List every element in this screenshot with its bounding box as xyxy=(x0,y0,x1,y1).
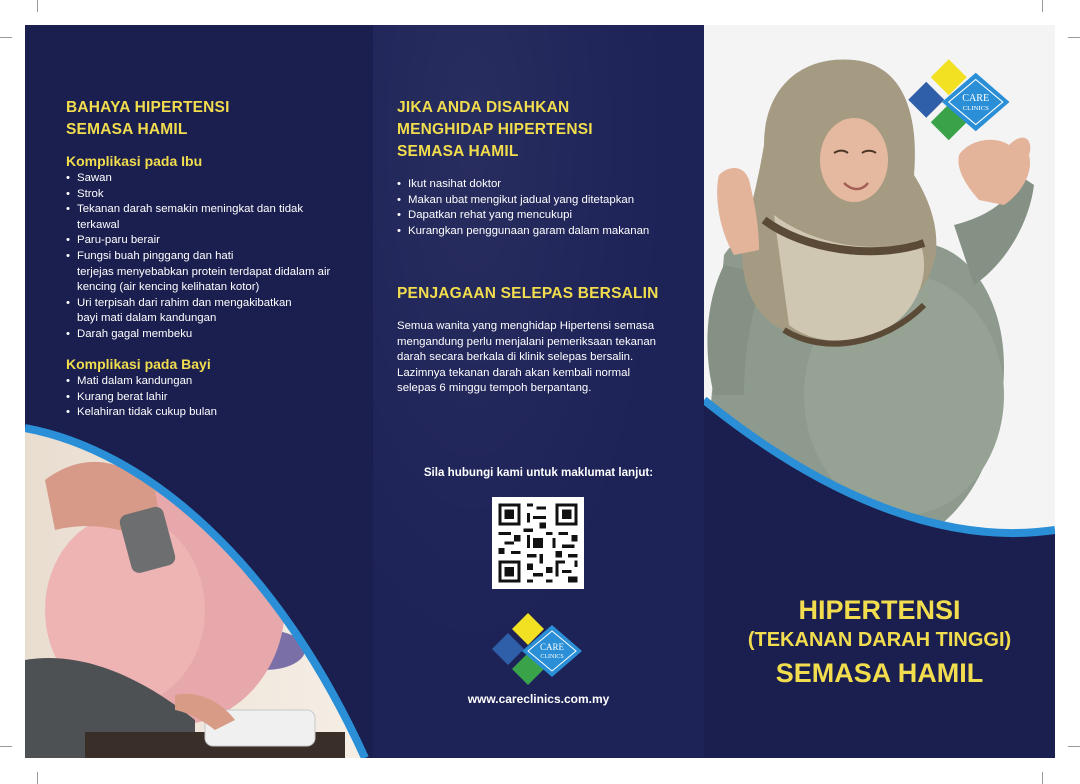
diagnosed-heading-line: MENGHIDAP HIPERTENSI xyxy=(397,121,593,138)
crop-mark xyxy=(1068,746,1080,747)
baby-complications-heading: Komplikasi pada Bayi xyxy=(66,356,211,372)
list-item-line: terkawal xyxy=(77,218,120,231)
cover-title-line: SEMASA HAMIL xyxy=(775,658,984,688)
paragraph-line: Lazimnya tekanan darah akan kembali normal xyxy=(397,366,631,379)
list-item-line: terjejas menyebabkan protein terdapat didalam air xyxy=(77,265,331,278)
list-item-line: Fungsi buah pinggang dan hati xyxy=(77,249,234,262)
postnatal-paragraph xyxy=(397,319,682,397)
diagnosed-heading-line: JIKA ANDA DISAHKAN xyxy=(397,99,570,116)
list-item-line: Tekanan darah semakin meningkat dan tidak xyxy=(77,203,304,216)
list-item: • Kelahiran tidak cukup bulan xyxy=(66,405,356,421)
list-item: • Darah gagal membeku xyxy=(66,327,356,343)
cover-title-line: HIPERTENSI xyxy=(798,595,961,625)
crop-mark xyxy=(1068,37,1080,38)
list-item-line: kencing (air kencing kelihatan kotor) xyxy=(77,281,260,294)
panel-treatment-advice xyxy=(373,25,704,758)
crop-mark xyxy=(0,746,12,747)
list-item: • Ikut nasihat doktor xyxy=(397,177,687,193)
logo-text: CLINICS xyxy=(540,654,564,660)
paragraph-line: Semua wanita yang menghidap Hipertensi semasa xyxy=(397,320,655,332)
care-clinics-logo xyxy=(901,57,1019,147)
list-item: • Paru-paru berair xyxy=(66,233,356,249)
list-item: • Dapatkan rehat yang mencukupi xyxy=(397,208,687,224)
list-item: • Mati dalam kandungan xyxy=(66,374,356,390)
mother-complications-heading: Komplikasi pada Ibu xyxy=(66,153,203,169)
list-item-line: Uri terpisah dari rahim dan mengakibatkan xyxy=(77,296,292,309)
brochure-sheet xyxy=(25,25,1055,758)
crop-mark xyxy=(37,772,38,784)
logo-text: CARE xyxy=(539,642,565,652)
paragraph-line: mengandung perlu menjalani pemeriksaan tekanan xyxy=(397,335,656,348)
risks-heading-line: BAHAYA HIPERTENSI xyxy=(66,99,230,116)
cover-title-line: (TEKANAN DARAH TINGGI) xyxy=(747,629,1012,651)
list-item: • Sawan xyxy=(66,171,356,187)
risks-heading xyxy=(66,97,356,141)
list-item xyxy=(66,296,356,327)
crop-mark xyxy=(37,0,38,12)
logo-text: CARE xyxy=(962,92,990,104)
postnatal-heading: PENJAGAAN SELEPAS BERSALIN xyxy=(397,285,659,302)
baby-complications-list xyxy=(66,374,356,421)
advice-list xyxy=(397,177,687,239)
risks-heading-line: SEMASA HAMIL xyxy=(66,121,188,138)
paragraph-line: darah secara berkala di klinik selepas bersalin. xyxy=(397,351,634,364)
logo-text: CLINICS xyxy=(962,104,989,112)
panel-cover xyxy=(704,25,1055,758)
blood-pressure-photo xyxy=(25,420,373,758)
crop-mark xyxy=(0,37,12,38)
list-item: • Kurang berat lahir xyxy=(66,390,356,406)
list-item: • Makan ubat mengikut jadual yang ditetapkan xyxy=(397,193,687,209)
list-item-line: bayi mati dalam kandungan xyxy=(77,312,217,325)
list-item xyxy=(66,249,356,296)
diagnosed-heading-line: SEMASA HAMIL xyxy=(397,143,519,160)
crop-mark xyxy=(1042,0,1043,12)
care-clinics-logo xyxy=(488,611,588,691)
list-item: • Kurangkan penggunaan garam dalam makanan xyxy=(397,224,687,240)
website-link[interactable]: www.careclinics.com.my xyxy=(467,692,610,706)
mother-complications-list xyxy=(66,171,356,343)
list-item: • Strok xyxy=(66,187,356,203)
panel-hypertension-risks xyxy=(25,25,373,758)
diagnosed-heading xyxy=(397,97,677,163)
contact-prompt: Sila hubungi kami untuk maklumat lanjut: xyxy=(423,466,654,479)
qr-code[interactable] xyxy=(492,497,584,589)
crop-mark xyxy=(1042,772,1043,784)
paragraph-line: selepas 6 minggu tempoh berpantang. xyxy=(397,382,592,395)
list-item xyxy=(66,202,356,233)
